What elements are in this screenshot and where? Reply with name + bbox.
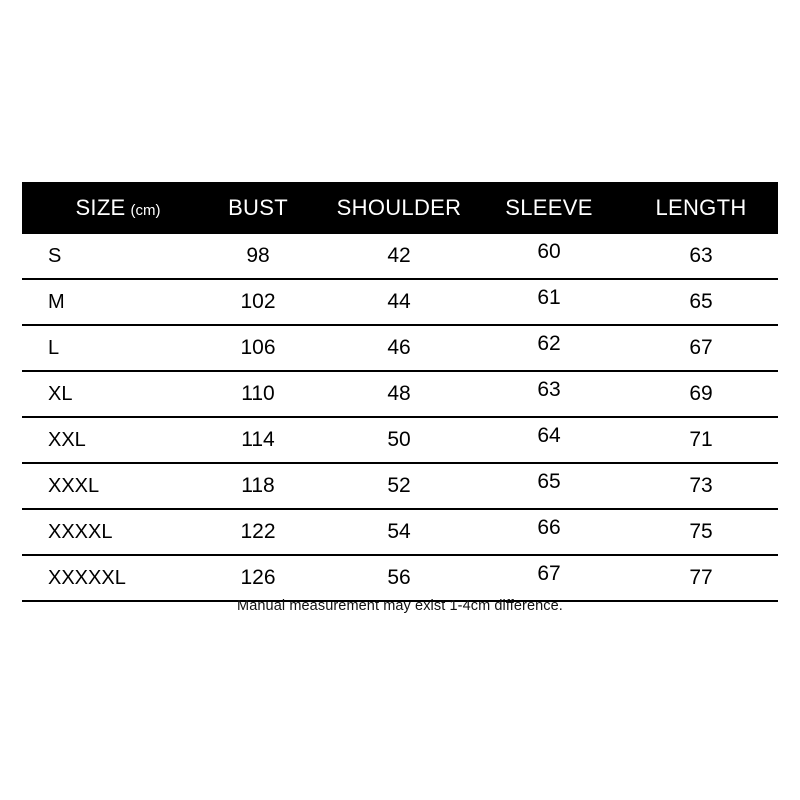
column-header-shoulder: SHOULDER <box>336 195 462 220</box>
cell-bust: 118 <box>241 474 275 497</box>
cell-size: XXXL <box>48 474 100 497</box>
cell-length: 75 <box>689 520 713 543</box>
cell-shoulder: 46 <box>387 336 411 359</box>
cell-shoulder: 44 <box>387 290 411 313</box>
column-header-size <box>22 182 192 234</box>
cell-size: XXXXXL <box>48 566 126 589</box>
cell-sleeve: 61 <box>537 286 561 309</box>
column-header-sleeve: SLEEVE <box>505 195 593 220</box>
cell-shoulder: 42 <box>387 244 411 267</box>
cell-bust: 114 <box>241 428 275 451</box>
cell-size: XXXXL <box>48 520 113 543</box>
table-row <box>22 555 778 601</box>
cell-sleeve: 60 <box>537 240 561 263</box>
cell-sleeve: 64 <box>537 424 561 447</box>
table-row <box>22 279 778 325</box>
table-body <box>22 234 778 601</box>
column-header-size-unit: (cm) <box>130 202 161 219</box>
table-row <box>22 325 778 371</box>
cell-bust: 126 <box>240 566 276 589</box>
table-row <box>22 417 778 463</box>
cell-bust: 106 <box>240 336 276 359</box>
cell-sleeve: 65 <box>537 470 561 493</box>
table-header <box>22 182 778 234</box>
cell-bust: 110 <box>241 382 275 405</box>
cell-bust: 122 <box>240 520 276 543</box>
cell-shoulder: 52 <box>387 474 411 497</box>
table-row <box>22 371 778 417</box>
cell-shoulder: 54 <box>387 520 411 543</box>
table-header-row <box>22 182 778 234</box>
cell-length: 71 <box>689 428 713 451</box>
size-chart-table <box>22 182 778 602</box>
size-chart-table-wrap <box>22 182 778 602</box>
column-header-length: LENGTH <box>655 195 747 220</box>
cell-size: XL <box>48 382 73 405</box>
cell-sleeve: 66 <box>537 516 561 539</box>
table-row <box>22 234 778 279</box>
cell-length: 73 <box>689 474 713 497</box>
cell-shoulder: 56 <box>387 566 411 589</box>
cell-sleeve: 62 <box>537 332 561 355</box>
measurement-note: Manual measurement may exist 1-4cm difference. <box>237 598 563 614</box>
column-header-bust: BUST <box>228 195 288 220</box>
cell-length: 67 <box>689 336 713 359</box>
cell-size: S <box>48 244 62 267</box>
cell-size: XXL <box>48 428 86 451</box>
table-row <box>22 463 778 509</box>
cell-size: M <box>48 290 65 313</box>
cell-length: 65 <box>689 290 713 313</box>
cell-size: L <box>48 336 60 359</box>
cell-length: 63 <box>689 244 713 267</box>
cell-sleeve: 63 <box>537 378 561 401</box>
column-header-size-label: SIZE <box>75 195 126 220</box>
cell-bust: 98 <box>246 244 270 267</box>
cell-shoulder: 50 <box>387 428 411 451</box>
cell-length: 77 <box>689 566 713 589</box>
cell-length: 69 <box>689 382 713 405</box>
cell-bust: 102 <box>240 290 276 313</box>
cell-shoulder: 48 <box>387 382 411 405</box>
cell-sleeve: 67 <box>537 562 561 585</box>
table-row <box>22 509 778 555</box>
